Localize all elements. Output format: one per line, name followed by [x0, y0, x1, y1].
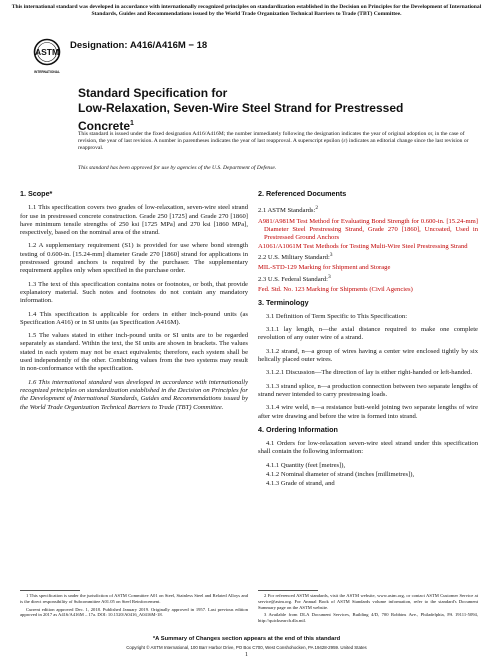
paragraph-1-4: 1.4 This specification is applicable for orders in either inch-pound units (as Specification A416) or in SI units (as Specification A416M).: [20, 310, 248, 326]
footnote-divider-right: [258, 590, 318, 591]
footnote-divider-left: [20, 590, 80, 591]
paragraph-4-1-1: 4.1.1 Quantity (feet [metres]),: [266, 461, 346, 469]
paragraph-1-3: 1.3 The text of this specification contains notes or footnotes, or both, that provide explanatory material. Such notes and footnotes do not contain any mandatory information.: [20, 280, 248, 305]
footnote-1: 1 This specification is under the jurisdiction of ASTM Committee A01 on Steel, Stainless Steel and Related Alloys and is the direct responsibility of Subcommittee A01.05 on Steel Reinforcement.: [20, 593, 248, 604]
title-line-2: Low-Relaxation, Seven-Wire Steel Strand for Prestressed: [78, 101, 404, 115]
footnotes-right: [258, 593, 478, 626]
federal-standard-label-text: 2.3 U.S. Federal Standard:: [258, 275, 328, 283]
paragraph-4-1-3: 4.1.3 Grade of strand, and: [266, 480, 335, 488]
paragraph-1-6: 1.6 This international standard was developed in accordance with internationally recognized principles on standardization established in the Decision on Principles for the Development of International Standards, Guides and Recommendations issued by the World Trade Organization Technical Barriers to Trade (TBT) Committee.: [20, 378, 248, 411]
scope-heading: 1. Scope*: [20, 189, 53, 198]
paragraph-4-1-2: 4.1.2 Nominal diameter of strand (inches [millimetres]),: [266, 470, 415, 478]
footnote-3-marker-b[interactable]: 3: [327, 273, 331, 280]
federal-standard-label: [258, 273, 478, 284]
paragraph-3-1-4: 3.1.4 wire weld, n—a resistance butt-weld joining two separate lengths of wire after wire drawing and before the wire is formed into strand.: [258, 404, 478, 420]
footnote-2-marker[interactable]: 2: [315, 205, 319, 212]
issuance-note: This standard is issued under the fixed designation A416/A416M; the number immediately following the designation indicates the year of original adoption or, in the case of revision, the year of last revision. A number in parentheses indicates the year of last reapproval. A superscript epsilon (ε) indicates an editorial change since the last revision or reapproval.: [78, 131, 469, 151]
footnote-3-marker-a[interactable]: 3: [329, 251, 333, 258]
title-footnote-marker[interactable]: 1: [130, 120, 134, 127]
paragraph-3-1: 3.1 Definition of Term Specific to This Specification:: [266, 312, 408, 320]
right-column: [258, 186, 478, 494]
paragraph-3-1-3: 3.1.3 strand splice, n—a production connection between two separate lengths of strand never intended to carry prestressing loads.: [258, 382, 478, 398]
paragraph-3-1-2-1: 3.1.2.1 Discussion—The direction of lay is either right-handed or left-handed.: [266, 369, 472, 377]
footnotes-left: [20, 593, 248, 620]
footnote-2: 2 For referenced ASTM standards, visit the ASTM website, www.astm.org, or contact ASTM Customer Service at service@astm.org. For Annual Book of ASTM Standards volume information, refer to the standard's Document Summary page on the ASTM website.: [258, 593, 478, 610]
paragraph-1-1: 1.1 This specification covers two grades of low-relaxation, seven-wire steel strand for use in prestressed concrete construction. Grade 250 [1725] and Grade 270 [1860] have minimum tensile strengths of 250 ksi [1725 MPa] and 270 ksi [1860 MPa], respectively, based on the nominal area of the strand.: [20, 204, 248, 237]
footnote-1-edition: Current edition approved Dec. 1, 2018. Published January 2019. Originally approved in 1957. Last previous edition approved in 2017 as A416/A416M – 17a. DOI: 10.1520/A0416_A0416M-18.: [20, 606, 248, 618]
paragraph-3-1-2: 3.1.2 strand, n—a group of wires having a center wire enclosed tightly by six helically placed outer wires.: [258, 347, 478, 364]
trade-committee-banner: This international standard was developed in accordance with internationally recognized principles on standardization established in the Decision on Principles for the Development of International Standards, Guides and Recommendations issued by the World Trade Organization Technical Barriers to Trade (TBT) Committee.: [11, 4, 482, 17]
title-line-1: Standard Specification for: [78, 86, 228, 100]
copyright-line: Copyright © ASTM International, 100 Barr Harbor Drive, PO Box C700, West Conshohocken, PA 19428-2959. United States: [126, 645, 367, 650]
astm-standards-label-text: 2.1 ASTM Standards:: [258, 207, 316, 215]
dod-approval-note: This standard has been approved for use by agencies of the U.S. Department of Defense.: [78, 165, 277, 171]
paragraph-1-5: 1.5 The values stated in either inch-pound units or SI units are to be regarded separately as standard. Within the text, the SI units are shown in brackets. The values stated in each system may not be exact equivalents; therefore, each system shall be used independently of the other. Combining values from the two systems may result in non-conformance with the specification.: [20, 332, 248, 373]
ref-a1061-link[interactable]: A1061/A1061M Test Methods for Testing Multi-Wire Steel Prestressing Strand: [258, 242, 468, 250]
terminology-heading: 3. Terminology: [258, 297, 309, 307]
svg-text:ASTM: ASTM: [34, 47, 60, 57]
military-standard-label-text: 2.2 U.S. Military Standard:: [258, 254, 330, 262]
paragraph-1-2: 1.2 A supplementary requirement (S1) is provided for use where bond strength testing of 0.600-in. [15.24-mm] diameter Grade 270 [1860] strand for applications in prestressed ground anchors is required by the purchaser. The supplementary requirement applies only when specified in the purchase order.: [20, 242, 248, 275]
referenced-documents-heading: 2. Referenced Documents: [258, 189, 347, 198]
title-line-3-text: Concrete: [78, 119, 131, 133]
astm-logo-icon: [33, 38, 61, 78]
military-standard-label: [258, 251, 478, 262]
ref-a981-link[interactable]: A981/A981M Test Method for Evaluating Bond Strength for 0.600-in. [15.24-mm] Diameter Steel Prestressing Strand, Grade 270 [1860], Uncoated, Used in Prestressed Ground Anchors: [258, 217, 478, 242]
paragraph-4-1: 4.1 Orders for low-relaxation seven-wire steel strand under this specification shall contain the following information:: [258, 440, 478, 456]
ref-fed-std-123-link[interactable]: Fed. Std. No. 123 Marking for Shipments (Civil Agencies): [258, 286, 413, 294]
summary-of-changes-note: *A Summary of Changes section appears at the end of this standard: [152, 636, 341, 642]
astm-standards-label: [258, 204, 478, 215]
logo-caption: INTERNATIONAL: [34, 70, 60, 74]
paragraph-3-1-1: 3.1.1 lay length, n—the axial distance required to make one complete revolution of any outer wire of a strand.: [258, 326, 478, 342]
ordering-information-heading: 4. Ordering Information: [258, 424, 338, 434]
page-number: 1: [245, 652, 248, 658]
designation: Designation: A416/A416M − 18: [70, 40, 208, 51]
left-column: [20, 186, 248, 417]
document-title: [78, 86, 478, 134]
ref-mil-std-129-link[interactable]: MIL-STD-129 Marking for Shipment and Storage: [258, 264, 391, 272]
footnote-3: 3 Available from DLA Document Services, Building 4/D, 700 Robbins Ave., Philadelphia, PA 19111-5094, http://quicksearch.dla.mil.: [258, 612, 478, 624]
